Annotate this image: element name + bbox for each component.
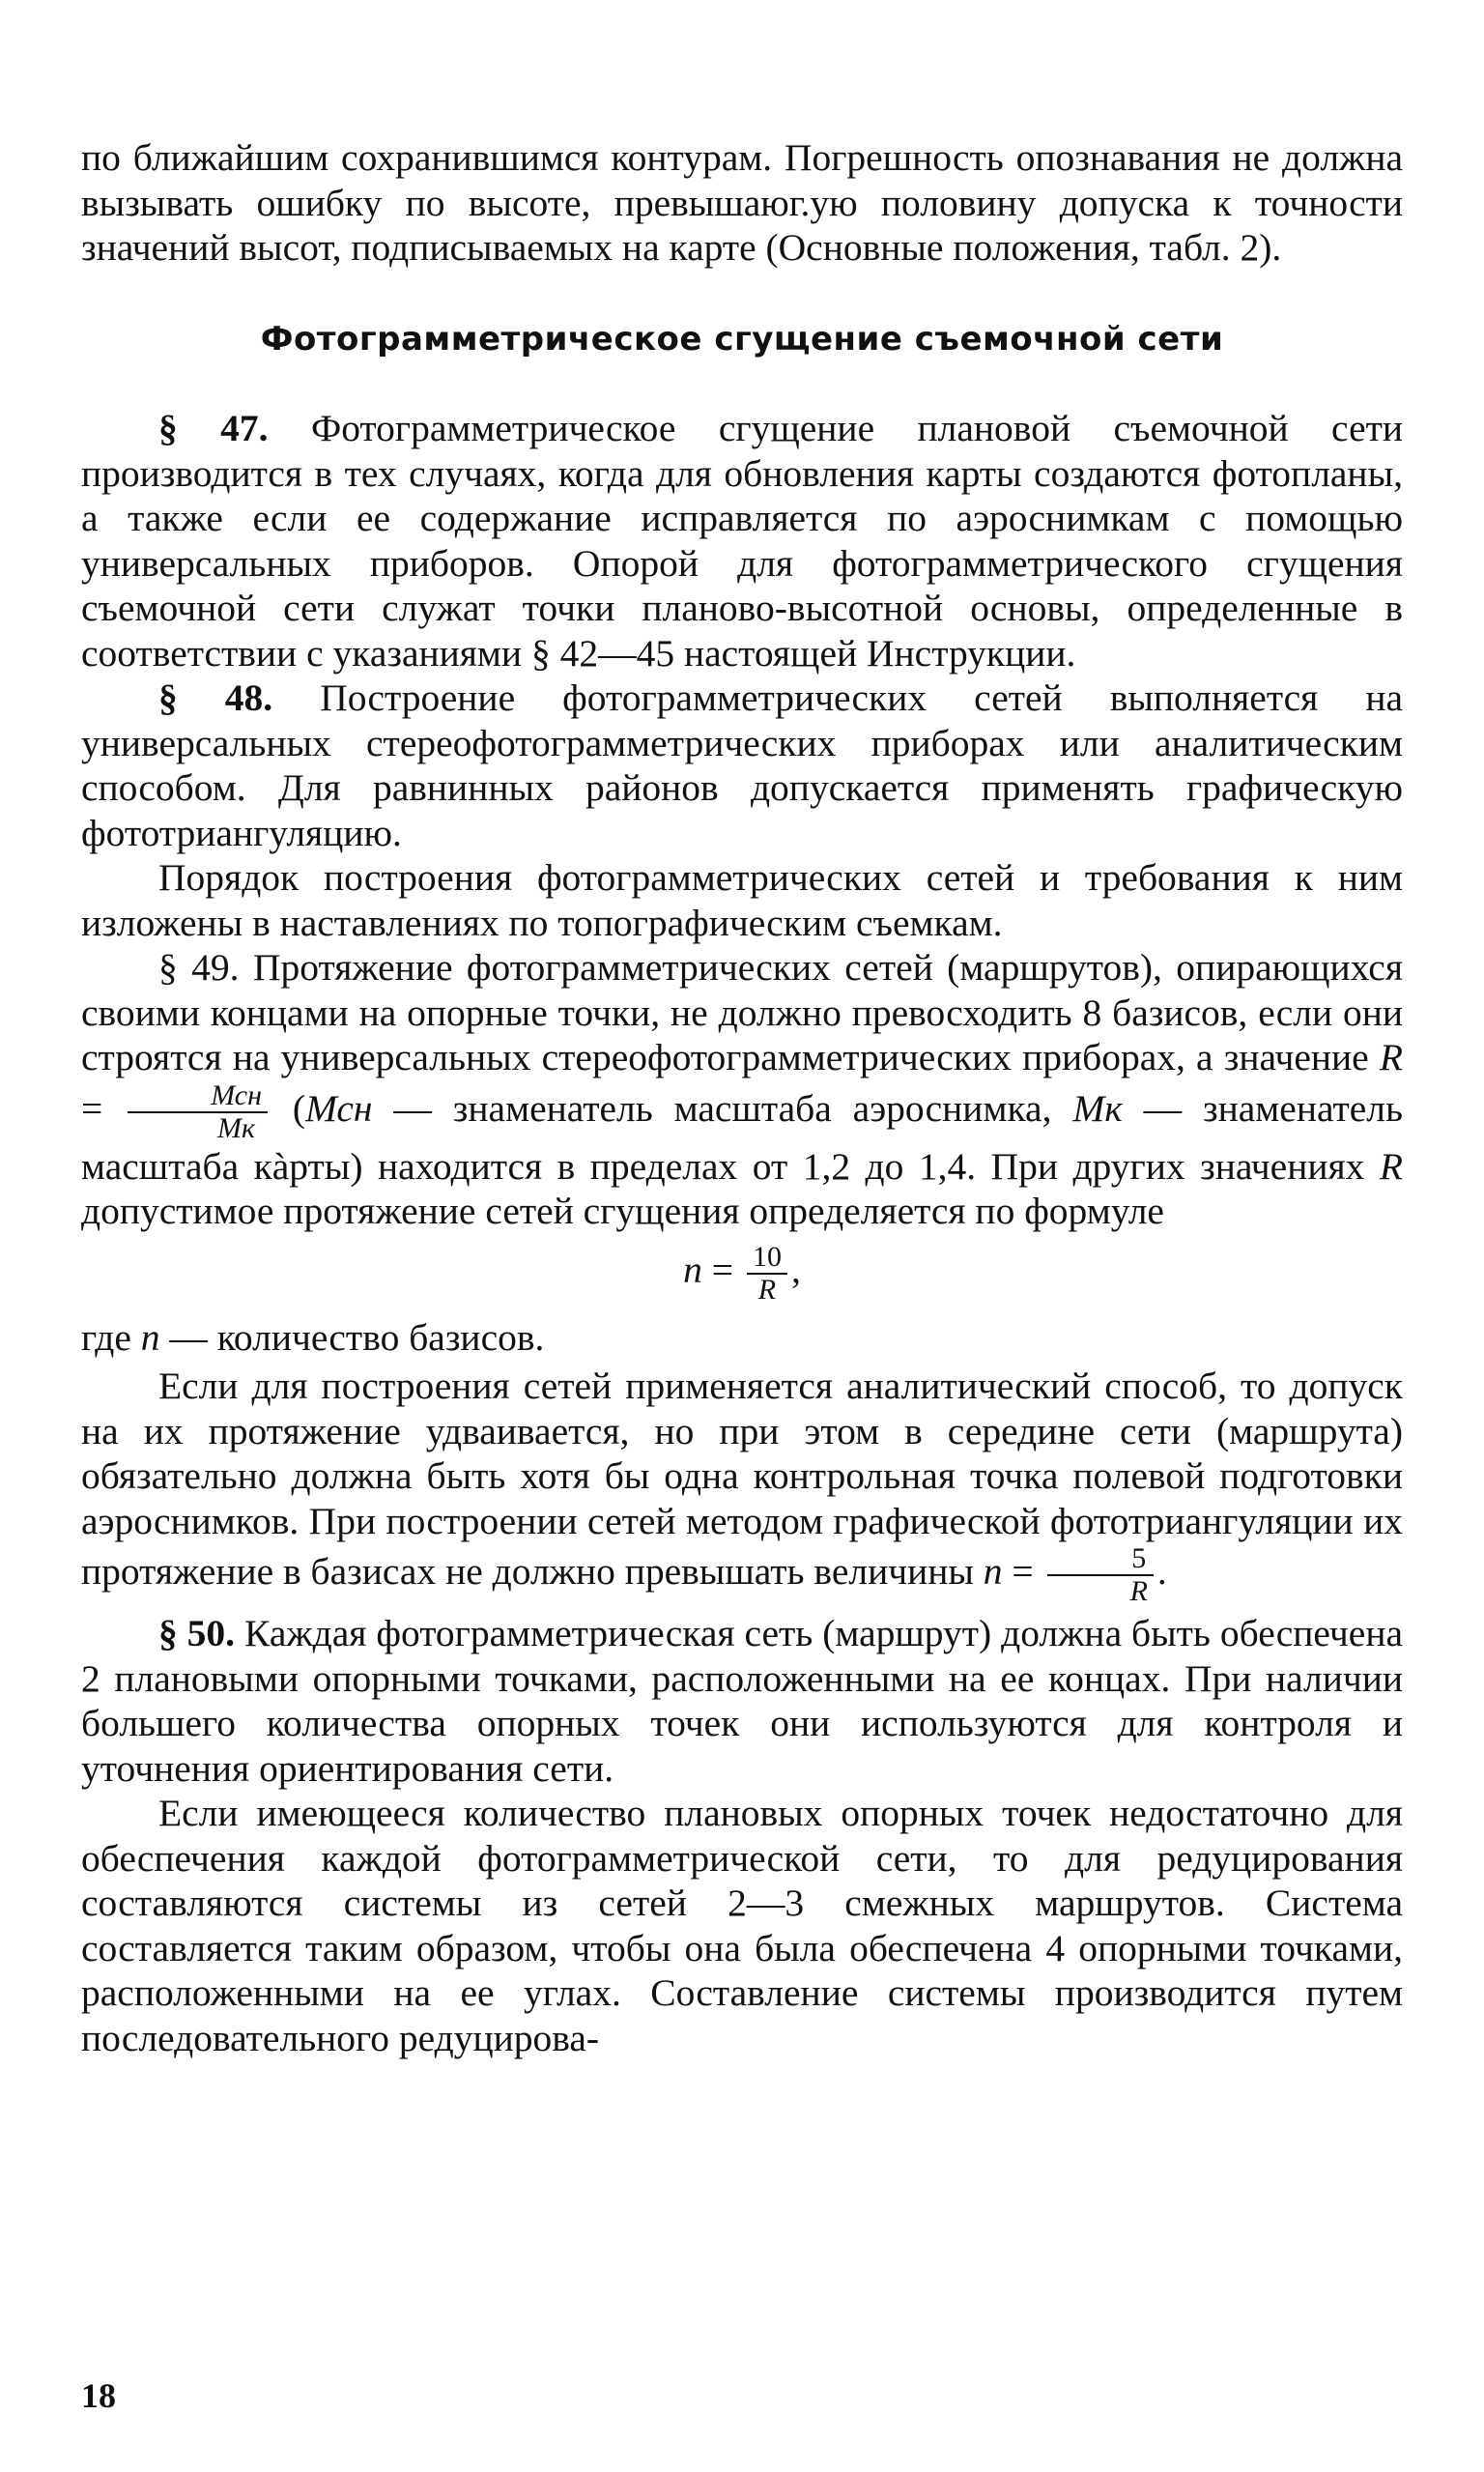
fraction-msn-mk xyxy=(128,1080,268,1144)
paragraph-49-text-e: допустимое протяжение сетей сгущения определяется по формуле xyxy=(81,1190,1164,1232)
where-var-n: n xyxy=(140,1315,160,1359)
inline-denominator: R xyxy=(1129,1575,1148,1607)
var-R: R xyxy=(1379,1036,1403,1078)
paragraph-49-2 xyxy=(81,1364,1403,1607)
paragraph-49-2-text: Если для построения сетей применяется аналитический способ, то допуск на их протяжение удваивается, но при этом в середине сети (маршрута) обязательно должна быть хотя бы одна контрольная точка полевой подготовки аэроснимков. При построении сетей методом графической фототриангуляции их протяжение в базисах не должно превышать величины xyxy=(81,1365,1403,1594)
formula-n-10-R xyxy=(81,1242,1403,1306)
var-R-2: R xyxy=(1379,1144,1403,1188)
section-number-47: § 47. xyxy=(158,407,269,449)
where-text-a: где xyxy=(81,1315,141,1359)
formula-equals: = xyxy=(701,1248,743,1291)
inline-period: . xyxy=(1156,1550,1167,1594)
formula-numerator: 10 xyxy=(747,1242,787,1275)
paragraph-top: по ближайшим сохранившимся контурам. Погрешность опознавания не должна вызывать ошибку по высоте, превышаюг.ую половину допуска к точности значений высот, подписываемых на карте (Основные положения, табл. 2). xyxy=(81,136,1403,269)
formula-comma: , xyxy=(790,1248,801,1291)
inline-var-n: n xyxy=(983,1550,1003,1594)
page-number: 18 xyxy=(81,2376,116,2415)
paragraph-where xyxy=(81,1315,1403,1361)
paragraph-47 xyxy=(81,406,1403,675)
paragraph-50 xyxy=(81,1611,1403,1791)
section-number-49: § 49 xyxy=(158,946,230,989)
paragraph-48-text: Построение фотограмметрических сетей выполняется на универсальных стереофотограмметрических приборах или аналитическим способом. Для равнинных районов допускается применять графическую фототриангуляцию. xyxy=(81,676,1403,854)
inline-numerator: 5 xyxy=(1047,1543,1154,1576)
paragraph-48 xyxy=(81,675,1403,855)
section-number-48: § 48. xyxy=(158,676,273,719)
page-body xyxy=(81,135,1403,2060)
paragraph-48-2: Порядок построения фотограмметрических сетей и требования к ним изложены в наставлениях по топографическим съемкам. xyxy=(81,856,1403,944)
where-text-b: — количество базисов. xyxy=(159,1315,545,1359)
paragraph-50-2: Если имеющееся количество плановых опорных точек недостаточно для обеспечения каждой фотограмметрической сети, то для редуцирования составляются системы из сетей 2—3 смежных маршрутов. Система составляется таким образом, чтобы она была обеспечена 4 опорными точками, расположенными на ее углах. Составление системы производится путем последовательного редуцирова- xyxy=(81,1792,1403,2059)
section-heading: Фотограмметрическое сгущение съемочной сети xyxy=(260,319,1224,359)
fraction-denominator: Мк xyxy=(217,1111,256,1144)
var-Mk: Мк xyxy=(1072,1086,1123,1130)
fraction-numerator: Мсн xyxy=(128,1080,268,1113)
paragraph-50-text: Каждая фотограмметрическая сеть (маршрут) должна быть обеспечена 2 плановыми опорными точками, расположенными на ее концах. При наличии большего количества опорных точек они используются для контроля и уточнения ориентирования сети. xyxy=(81,1612,1404,1790)
section-number-50: § 50. xyxy=(158,1612,236,1654)
paragraph-49 xyxy=(81,945,1403,1234)
paragraph-49-text-c: — знаменатель масштаба аэроснимка, xyxy=(372,1086,1073,1130)
paragraph-49-text-a: . Протяжение фотограмметрических сетей (маршрутов), опирающихся своими концами на опорные точки, не должно превосходить 8 базисов, если они строятся на универсальных стереофотограмметрических приборах, а значение xyxy=(81,946,1403,1078)
formula-denominator: R xyxy=(757,1273,777,1306)
formula-n: n xyxy=(683,1248,702,1291)
var-Msn: Мсн xyxy=(305,1086,373,1130)
paragraph-49-text-d: — знаменатель масштаба кàрты) находится в пределах от 1,2 до 1,4. При других значениях xyxy=(81,1086,1403,1188)
paragraph-47-text: Фотограмметрическое сгущение плановой съемочной сети производится в тех случаях, когда для обновления карты создаются фотопланы, а также если ее содержание исправляется по аэроснимкам с помощью универсальных приборов. Опорой для фотограмметрического сгущения съемочной сети служат точки планово-высотной основы, определенные в соответствии с указаниями § 42—45 настоящей Инструкции. xyxy=(81,407,1403,675)
inline-fraction xyxy=(1047,1543,1154,1607)
formula-fraction xyxy=(747,1242,787,1306)
equals: = xyxy=(81,1086,125,1130)
paragraph-49-text-b: ( xyxy=(271,1086,306,1130)
inline-equals: = xyxy=(1002,1550,1043,1594)
